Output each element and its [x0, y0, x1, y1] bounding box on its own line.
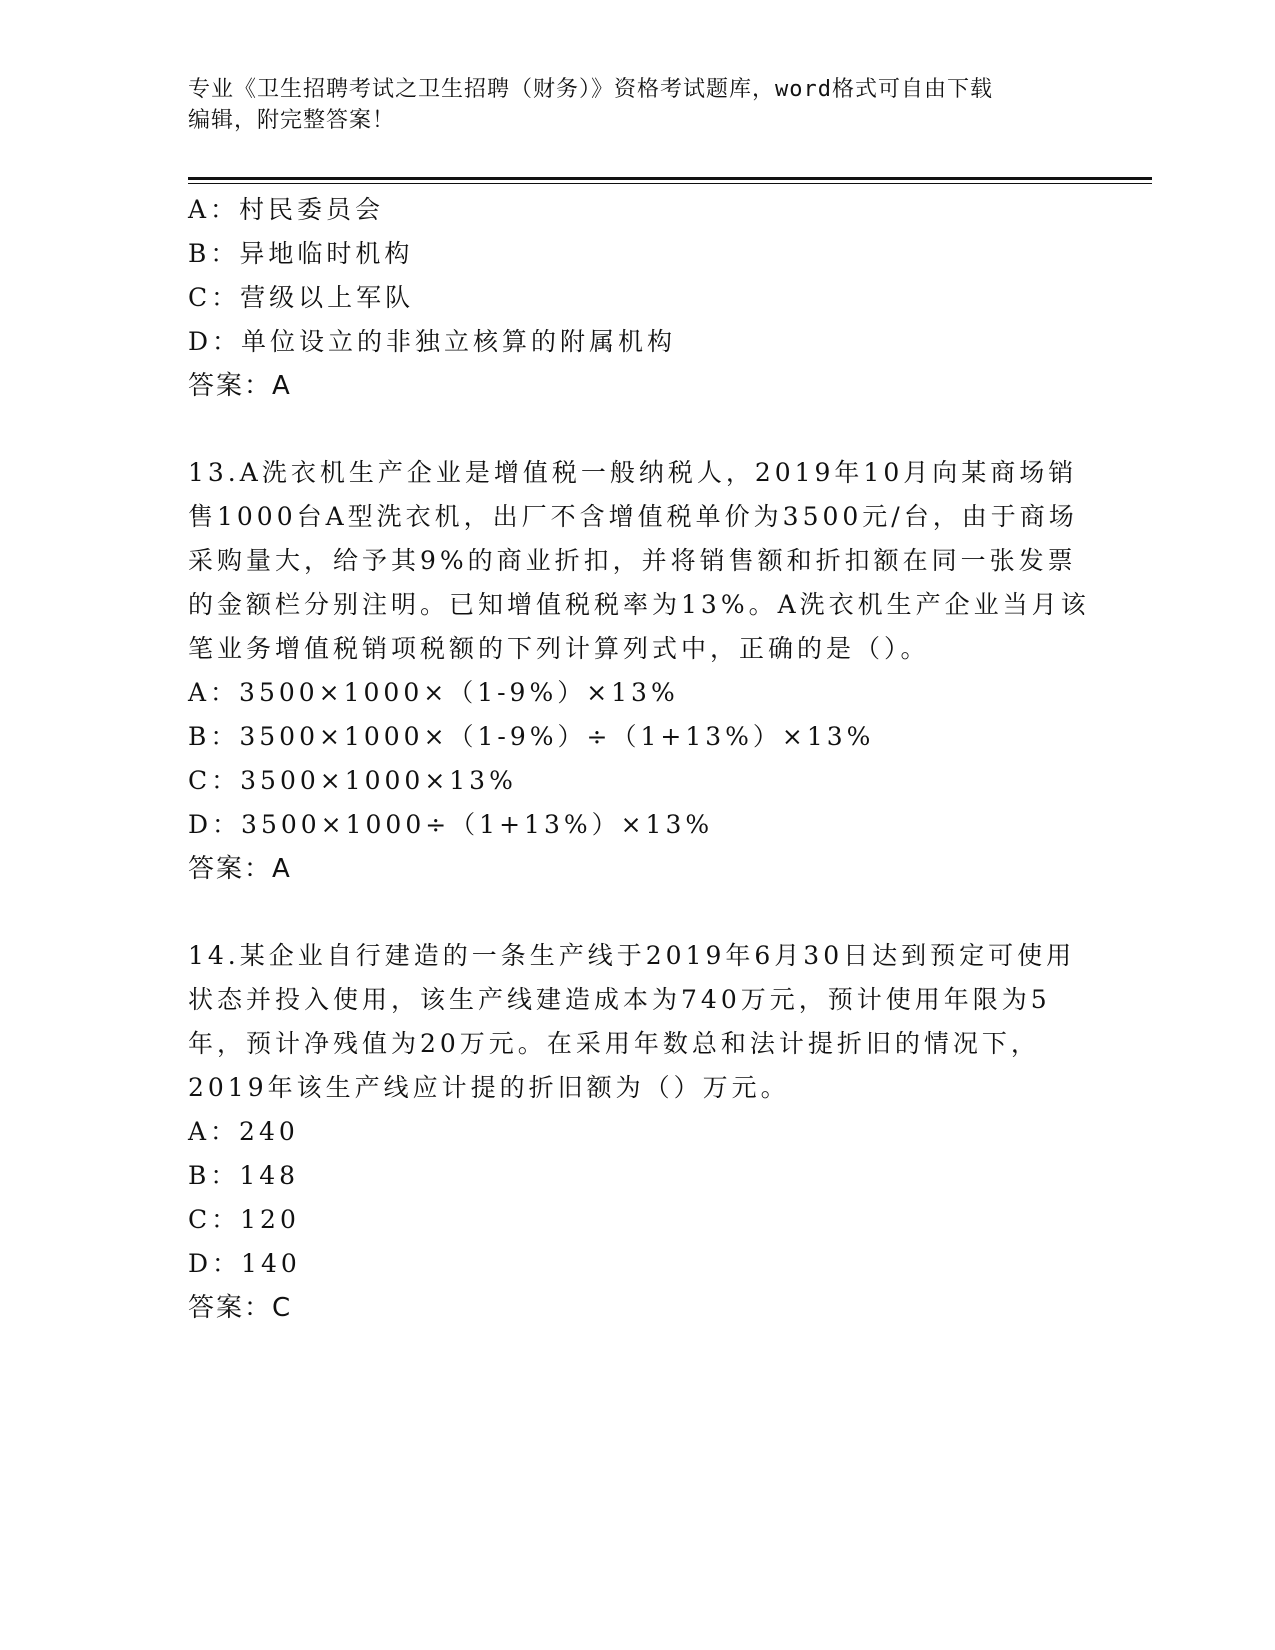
q13-option-c: C：3500×1000×13% [188, 766, 517, 795]
q12-option-b: B：异地临时机构 [188, 239, 414, 268]
q14-option-b: B：148 [188, 1161, 300, 1190]
q13-option-a: A：3500×1000×（1-9%）×13% [188, 678, 679, 707]
q13-stem-line-5: 笔业务增值税销项税额的下列计算列式中，正确的是（）。 [188, 634, 930, 663]
q14-option-c: C：120 [188, 1205, 300, 1234]
header-line-1: 专业《卫生招聘考试之卫生招聘（财务）》资格考试题库，word格式可自由下载 [188, 77, 993, 102]
q13-stem-line-1: 13.A洗衣机生产企业是增值税一般纳税人，2019年10月向某商场销 [188, 458, 1078, 487]
document-header [188, 74, 1088, 136]
header-line-2: 编辑，附完整答案！ [188, 108, 396, 133]
q13-stem-line-2: 售1000台A型洗衣机，出厂不含增值税单价为3500元/台，由于商场 [188, 502, 1078, 531]
q14-answer: 答案：C [188, 1293, 293, 1323]
q12-option-d: D：单位设立的非独立核算的附属机构 [188, 327, 677, 356]
q14-stem-line-1: 14.某企业自行建造的一条生产线于2019年6月30日达到预定可使用 [188, 941, 1076, 970]
q13-stem-line-4: 的金额栏分别注明。已知增值税税率为13%。A洗衣机生产企业当月该 [188, 590, 1090, 619]
header-divider-thin [188, 183, 1152, 184]
q13-stem-line-3: 采购量大，给予其9%的商业折扣，并将销售额和折扣额在同一张发票 [188, 546, 1077, 575]
header-divider [188, 177, 1152, 180]
q14-stem-line-4: 2019年该生产线应计提的折旧额为（）万元。 [188, 1073, 790, 1102]
q13-answer: 答案：A [188, 854, 292, 884]
q12-option-c: C：营级以上军队 [188, 283, 415, 312]
q14-option-a: A：240 [188, 1117, 299, 1146]
q12-option-a: A：村民委员会 [188, 195, 385, 224]
q13-option-b: B：3500×1000×（1-9%）÷（1+13%）×13% [188, 722, 875, 751]
q14-stem-line-2: 状态并投入使用，该生产线建造成本为740万元，预计使用年限为5 [188, 985, 1051, 1014]
q14-stem-line-3: 年，预计净残值为20万元。在采用年数总和法计提折旧的情况下， [188, 1029, 1040, 1058]
q13-option-d: D：3500×1000÷（1+13%）×13% [188, 810, 714, 839]
q12-answer: 答案：A [188, 371, 292, 401]
q14-option-d: D：140 [188, 1249, 301, 1278]
